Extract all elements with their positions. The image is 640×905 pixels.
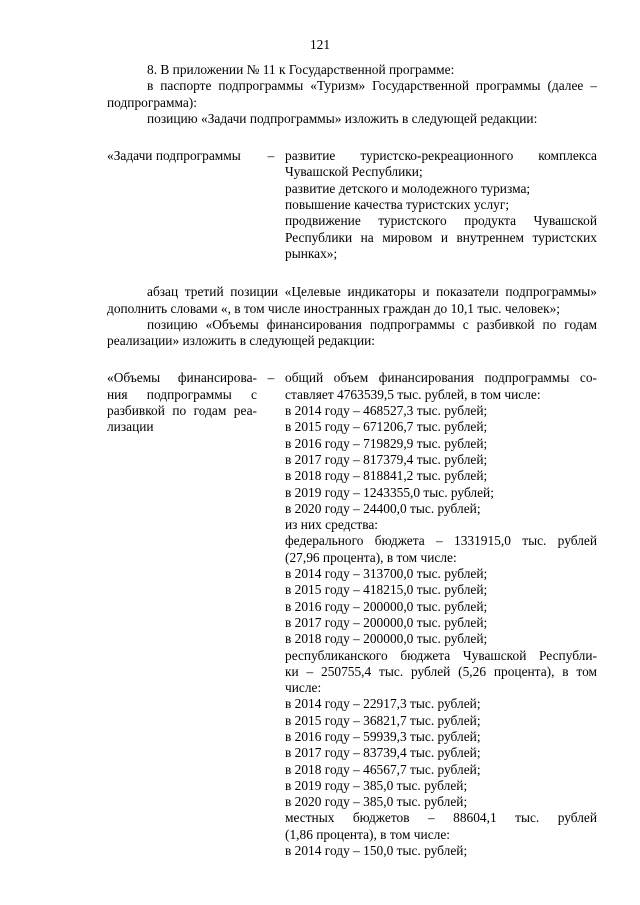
task-line: развитие детского и молодежного туризма; (285, 180, 531, 196)
finance-line: федерального бюджета – 1331915,0 тыс. рублей (285, 533, 597, 549)
finance-line: местных бюджетов – 88604,1 тыс. рублей (285, 810, 597, 826)
finance-label-line: лизации (107, 419, 154, 435)
passport-line-1: в паспорте подпрограммы «Туризм» Государственной программы (далее – (147, 78, 597, 94)
item-8-heading: 8. В приложении № 11 к Государственной программе: (147, 62, 455, 77)
tasks-dash: – (267, 148, 275, 164)
task-line: повышение качества туристских услуг; (285, 197, 510, 213)
volumes-line-2: реализации» изложить в следующей редакции: (107, 333, 375, 349)
abzac-line-1: абзац третий позиции «Целевые индикаторы и показатели подпрограммы» (147, 284, 597, 300)
tasks-list (285, 148, 597, 262)
task-line: рынках»; (285, 245, 338, 261)
task-line: Чувашской Республики; (285, 164, 423, 180)
document-body (107, 62, 597, 859)
finance-line: числе: (285, 680, 322, 696)
finance-line: в 2014 году – 468527,3 тыс. рублей; (285, 403, 488, 419)
finance-line: в 2018 году – 818841,2 тыс. рублей; (285, 468, 488, 484)
finance-lines (285, 370, 597, 859)
page-number: 121 (309, 37, 331, 52)
finance-label-line: ния подпрограммы с (107, 386, 257, 402)
finance-line: в 2017 году – 817379,4 тыс. рублей; (285, 451, 488, 467)
finance-line: общий объем финансирования подпрограммы со- (285, 370, 597, 386)
finance-line: ки – 250755,4 тыс. рублей (5,26 процента), в том (285, 663, 597, 679)
abzac-line-2: дополнить словами «, в том числе иностранных граждан до 10,1 тыс. человек»; (107, 300, 560, 316)
finance-line: в 2018 году – 46567,7 тыс. рублей; (285, 761, 481, 777)
finance-line: ставляет 4763539,5 тыс. рублей, в том числе: (285, 386, 541, 402)
finance-line: в 2015 году – 671206,7 тыс. рублей; (285, 419, 488, 435)
finance-line: в 2019 году – 385,0 тыс. рублей; (285, 777, 468, 793)
volumes-line-1: позицию «Объемы финансирования подпрограммы с разбивкой по годам (147, 316, 597, 332)
task-line: Республики на мировом и внутреннем туристских (285, 229, 597, 245)
finance-line: в 2020 году – 24400,0 тыс. рублей; (285, 500, 481, 516)
task-line: развитие туристско-рекреационного комплекса (285, 148, 597, 164)
finance-line: в 2020 году – 385,0 тыс. рублей; (285, 794, 468, 810)
finance-line: в 2016 году – 200000,0 тыс. рублей; (285, 598, 488, 614)
passport-line-2: подпрограмма): (107, 94, 197, 110)
finance-label-line: разбивкой по годам реа- (107, 403, 257, 419)
finance-line: (1,86 процента), в том числе: (285, 826, 450, 842)
finance-line: в 2017 году – 200000,0 тыс. рублей; (285, 614, 488, 630)
finance-label-line: «Объемы финансирова- (107, 370, 257, 386)
finance-dash: – (267, 370, 275, 386)
tasks-label: «Задачи подпрограммы (107, 148, 241, 164)
finance-line: в 2014 году – 150,0 тыс. рублей; (285, 843, 468, 859)
finance-line: в 2014 году – 313700,0 тыс. рублей; (285, 566, 488, 582)
finance-line: республиканского бюджета Чувашской Республи- (285, 647, 597, 663)
finance-position (107, 370, 597, 859)
finance-line: в 2016 году – 719829,9 тыс. рублей; (285, 435, 488, 451)
finance-line: в 2017 году – 83739,4 тыс. рублей; (285, 745, 481, 761)
finance-line: из них средства: (285, 517, 379, 533)
finance-line: в 2016 году – 59939,3 тыс. рублей; (285, 728, 481, 744)
tasks-position (107, 148, 597, 262)
finance-line: в 2015 году – 418215,0 тыс. рублей; (285, 582, 488, 598)
finance-line: в 2018 году – 200000,0 тыс. рублей; (285, 631, 488, 647)
finance-line: в 2019 году – 1243355,0 тыс. рублей; (285, 484, 494, 500)
task-line: продвижение туристского продукта Чувашской (285, 213, 597, 229)
finance-line: в 2014 году – 22917,3 тыс. рублей; (285, 696, 481, 712)
finance-line: (27,96 процента), в том числе: (285, 549, 457, 565)
finance-label (107, 370, 257, 435)
tasks-instruction: позицию «Задачи подпрограммы» изложить в следующей редакции: (147, 110, 538, 126)
finance-line: в 2015 году – 36821,7 тыс. рублей; (285, 712, 481, 728)
